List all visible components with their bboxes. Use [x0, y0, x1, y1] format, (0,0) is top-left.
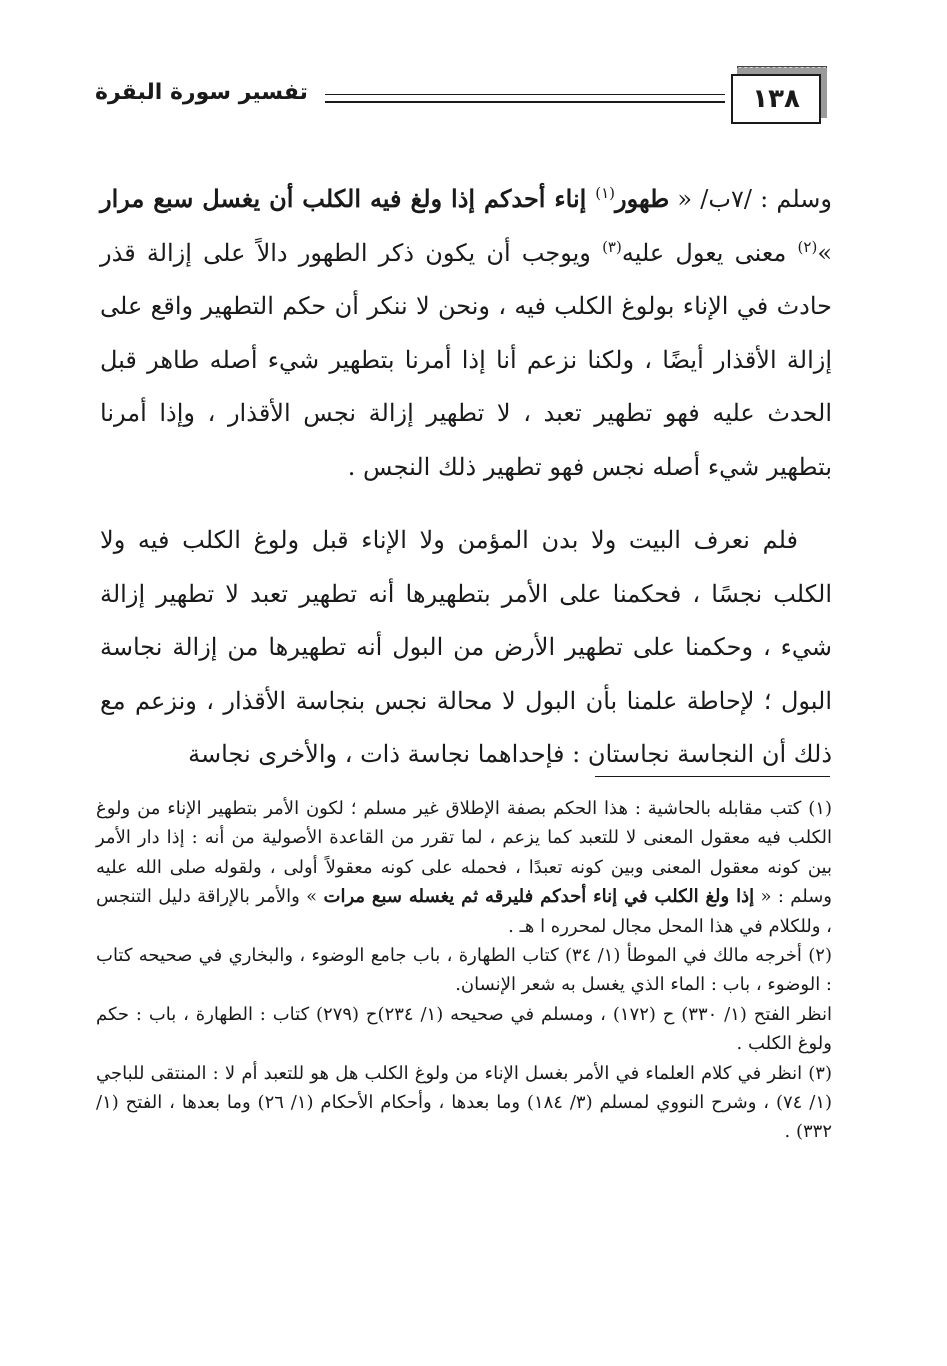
footnote-3-label: (٣) — [808, 1062, 832, 1084]
footnote-1 — [96, 794, 832, 941]
p1-text-1: وسلم : /٧ب/ « — [669, 185, 832, 213]
footnote-2-text-1: أخرجه مالك في الموطأ (١/ ٣٤) كتاب الطهارة ، باب جامع الوضوء ، والبخاري في صحيحه كتاب : الوضوء ، باب : الماء الذي يغسل به شعر الإنسان. — [96, 945, 832, 996]
p1-text-3: معنى يعول عليه — [621, 238, 798, 267]
footnote-1-body — [96, 794, 832, 941]
footnote-1-text-2: » والأمر بالإراقة دليل التنجس ، وللكلام في هذا المحل مجال لمحرره ا هـ . — [96, 886, 832, 937]
footnote-1-label: (١) — [808, 798, 832, 819]
footnote-2 — [96, 941, 832, 1059]
footnote-ref-2: (٢) — [797, 237, 818, 256]
footnote-separator — [595, 776, 830, 777]
footnote-3-body — [96, 1059, 832, 1147]
page-number: ١٣٨ — [731, 74, 821, 124]
footnote-ref-3: (٣) — [602, 237, 622, 256]
footnote-ref-1: (١) — [595, 184, 616, 202]
p1-text-4: ويوجب أن يكون ذكر الطهور دالاً على إزالة قذر حادث في الإناء بولوغ الكلب فيه ، ونحن لا ننكر أن حكم التطهير واقع على إزالة الأقذار أيضًا ، ولكنا نزعم أنا إذا أمرنا بتطهير شيء أصله طاهر قبل الحدث عليه فهو تطهير تعبد ، لا تطهير إزالة نجس الأقذار ، وإذا أمرنا بتطهير شيء أصله نجس فهو تطهير ذلك النجس . — [100, 238, 832, 481]
p1-bold-2: إناء أحدكم إذا ولغ فيه الكلب أن يغسل سبع مرار — [100, 184, 596, 213]
p1-text-2: » — [817, 238, 832, 267]
header-rule — [325, 94, 725, 103]
footnote-1-text-1: كتب مقابله بالحاشية : هذا الحكم بصفة الإطلاق غير مسلم ؛ لكون الأمر بتطهير الإناء من ولوغ الكلب فيه معقول المعنى لا للتعبد كما يزعم ، لما تقرر من القاعدة الأصولية من أنه : إذا دار الأمر بين كونه معقول المعنى وبين كونه تعبدًا ، فحمله على كونه معقولاً أولى ، ولقوله صلى الله عليه وسلم : « — [96, 798, 832, 908]
footnote-3-text-1: انظر في كلام العلماء في الأمر بغسل الإناء من ولوغ الكلب هل هو للتعبد أم لا : المنتقى للباجي (١/ ٧٤) ، وشرح النووي لمسلم (٣/ ١٨٤) وما بعدها ، وأحكام الأحكام (١/ ٢٦) وما بعدها ، الفتح (١/ ٣٣٢) . — [96, 1062, 833, 1143]
running-title: تفسير سورة البقرة — [95, 80, 308, 105]
footnote-2-body — [96, 941, 832, 1000]
footnote-3 — [96, 1059, 832, 1147]
footnote-2-label: (٢) — [808, 945, 832, 967]
footnote-1-hadith: إذا ولغ الكلب في إناء أحدكم فليرقه ثم يغسله سبع مرات — [323, 886, 755, 908]
footnotes — [96, 794, 832, 1147]
paragraph-2: فلم نعرف البيت ولا بدن المؤمن ولا الإناء قبل ولوغ الكلب فيه ولا الكلب نجسًا ، فحكمنا على الأمر بتطهيرها أنه تطهير تعبد لا تطهير إزالة شيء ، وحكمنا على تطهير الأرض من البول أنه تطهيرها من إزالة نجاسة البول ؛ لإحاطة علمنا بأن البول لا محالة نجس بنجاسة الأقذار ، ونزعم مع ذلك أن النجاسة نجاستان : فإحداهما نجاسة ذات ، والأخرى نجاسة — [100, 526, 832, 768]
paragraph-1 — [100, 172, 832, 494]
main-text — [100, 172, 832, 782]
p1-bold-1: طهور — [615, 184, 670, 213]
page-header — [95, 62, 835, 132]
footnote-2-continuation: انظر الفتح (١/ ٣٣٠) ح (١٧٢) ، ومسلم في صحيحه (١/ ٢٣٤)ح (٢٧٩) كتاب : الطهارة ، باب : حكم ولوغ الكلب . — [96, 1003, 832, 1055]
